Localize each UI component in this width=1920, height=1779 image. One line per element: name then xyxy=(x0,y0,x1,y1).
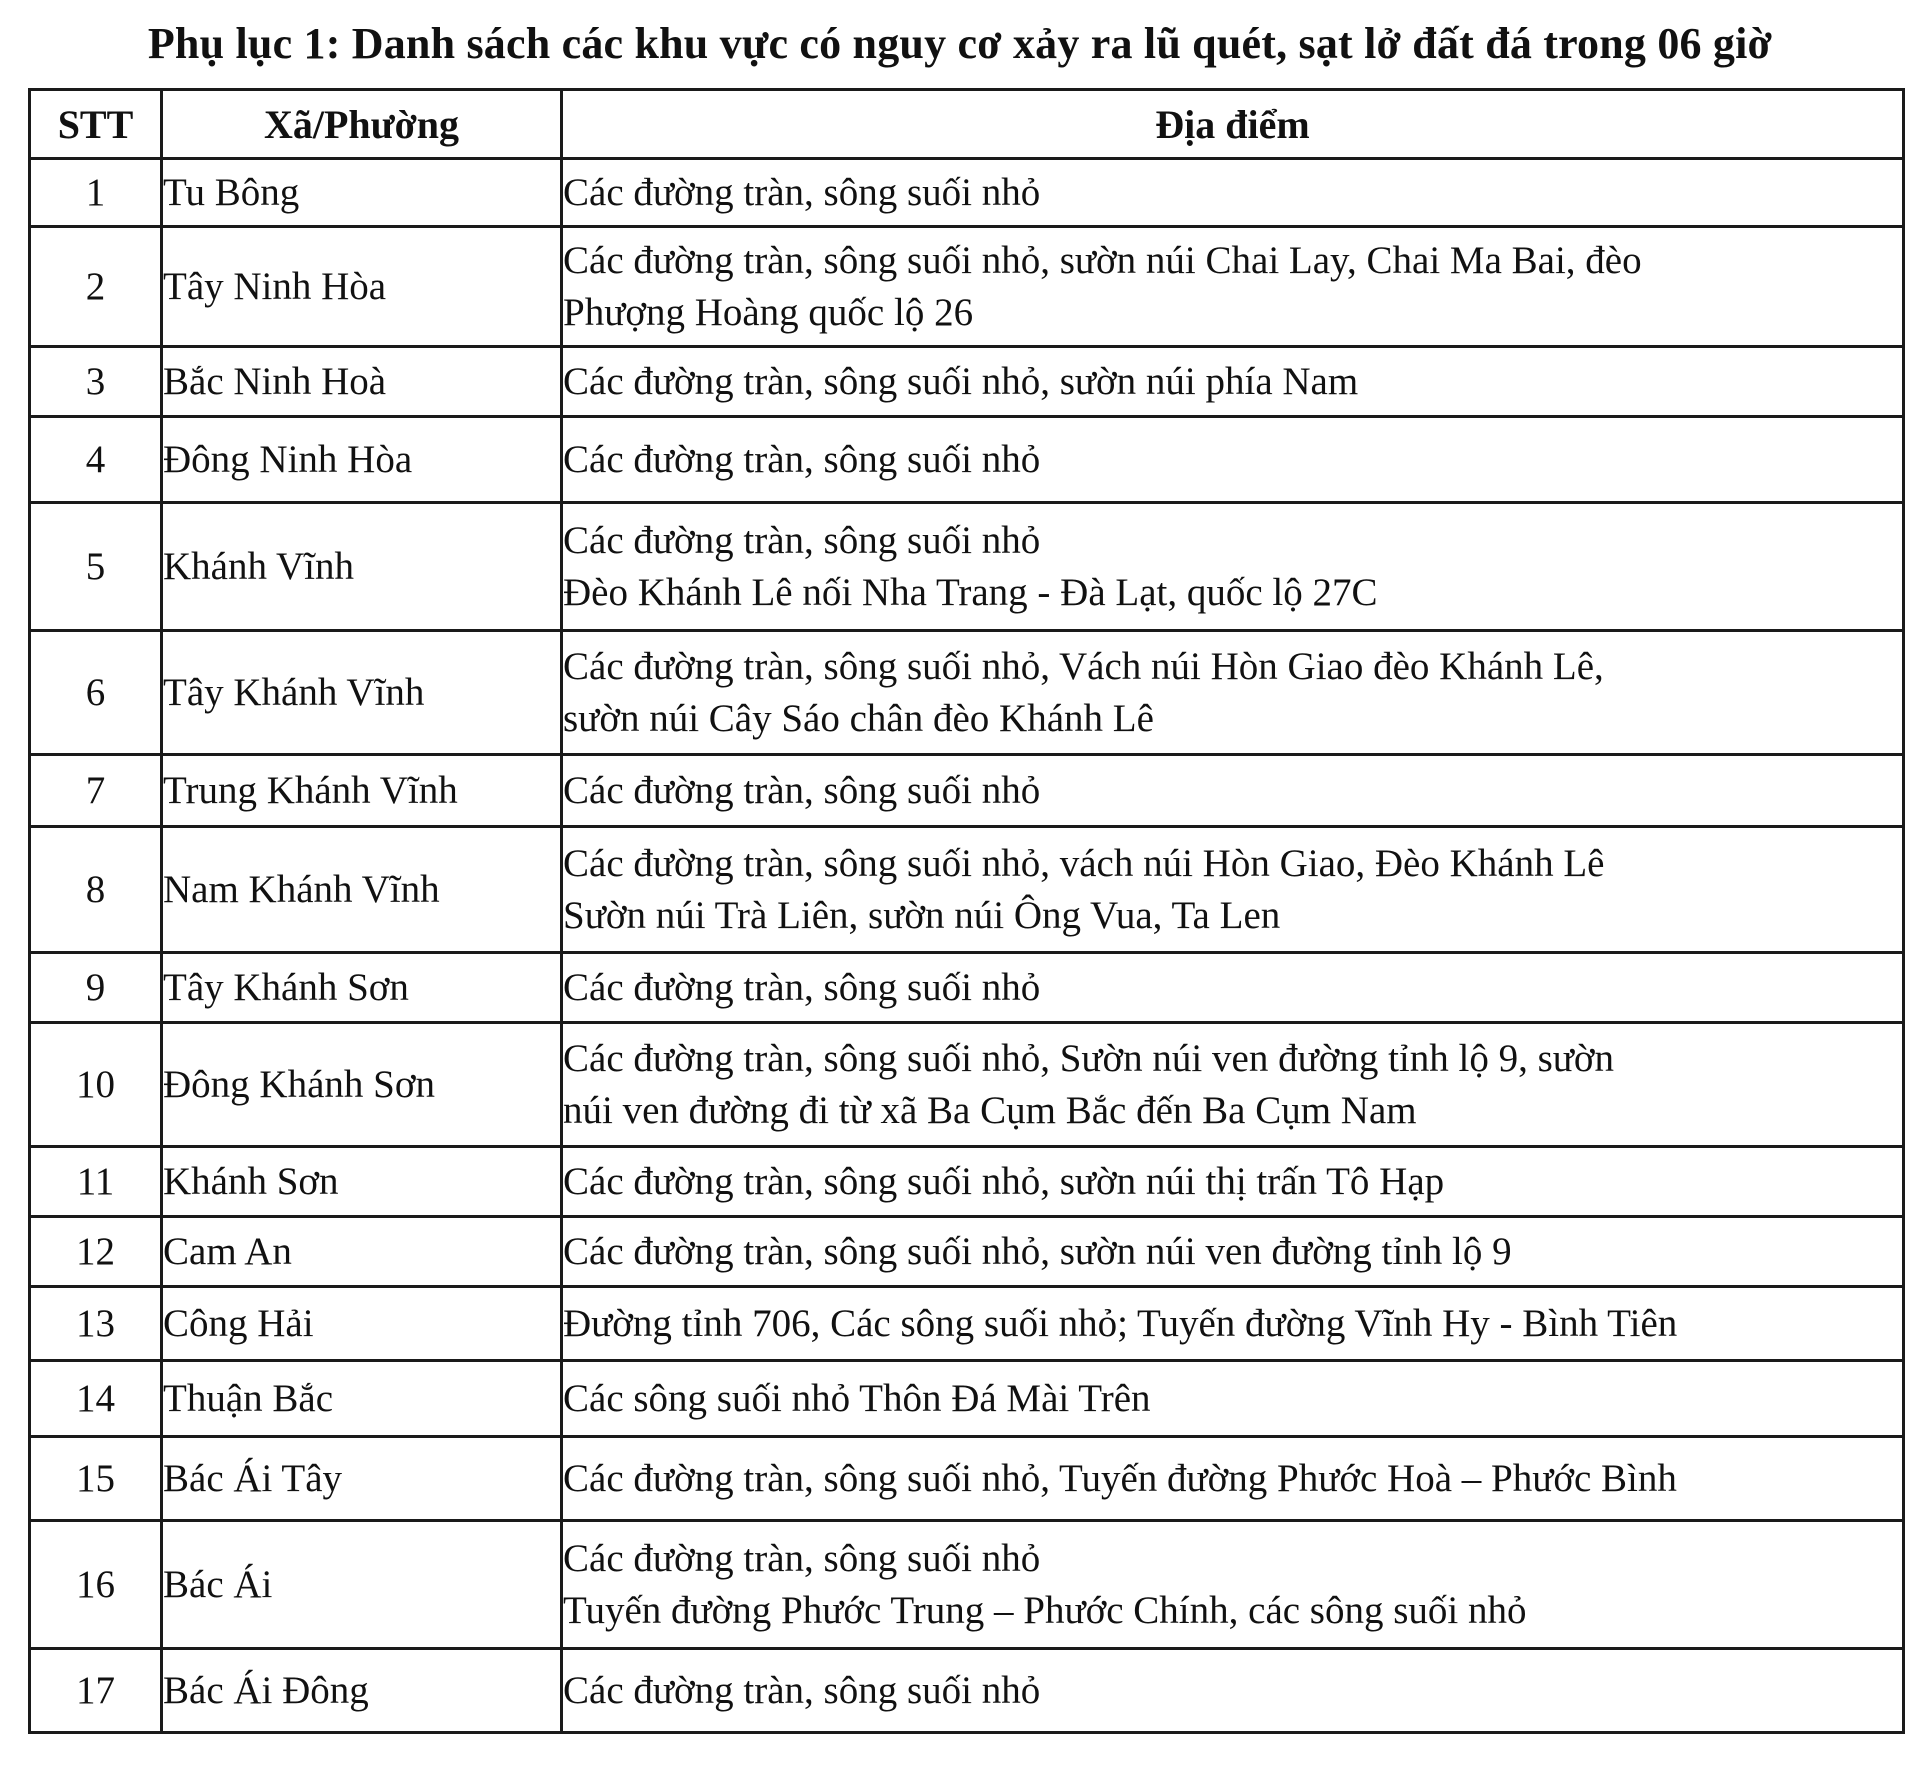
table-row xyxy=(30,1217,1904,1287)
row-location xyxy=(562,827,1904,953)
risk-areas-table xyxy=(28,88,1905,1734)
row-ward: Khánh Sơn xyxy=(162,1147,562,1217)
row-stt: 9 xyxy=(30,953,162,1023)
table-row xyxy=(30,755,1904,827)
table-row xyxy=(30,347,1904,417)
row-location xyxy=(562,1649,1904,1733)
header-stt: STT xyxy=(30,90,162,159)
row-location xyxy=(562,755,1904,827)
table-row xyxy=(30,159,1904,227)
row-ward: Trung Khánh Vĩnh xyxy=(162,755,562,827)
location-line: Các đường tràn, sông suối nhỏ, sườn núi ven đường tỉnh lộ 9 xyxy=(563,1229,1512,1273)
table-row xyxy=(30,1287,1904,1361)
row-ward: Tây Khánh Sơn xyxy=(162,953,562,1023)
row-stt: 1 xyxy=(30,159,162,227)
row-stt: 5 xyxy=(30,503,162,631)
row-location xyxy=(562,631,1904,755)
row-stt: 7 xyxy=(30,755,162,827)
row-location xyxy=(562,1287,1904,1361)
table-row xyxy=(30,503,1904,631)
row-stt: 12 xyxy=(30,1217,162,1287)
row-stt: 4 xyxy=(30,417,162,503)
row-location xyxy=(562,1361,1904,1437)
row-location xyxy=(562,1521,1904,1649)
location-line: Các đường tràn, sông suối nhỏ, sườn núi thị trấn Tô Hạp xyxy=(563,1159,1445,1203)
row-ward: Cam An xyxy=(162,1217,562,1287)
location-line: Các đường tràn, sông suối nhỏ xyxy=(563,768,1041,812)
location-line: Các đường tràn, sông suối nhỏ, sườn núi phía Nam xyxy=(563,359,1359,403)
row-stt: 14 xyxy=(30,1361,162,1437)
row-stt: 11 xyxy=(30,1147,162,1217)
row-ward: Bác Ái Đông xyxy=(162,1649,562,1733)
row-location xyxy=(562,953,1904,1023)
table-row xyxy=(30,1023,1904,1147)
location-line: Các đường tràn, sông suối nhỏ, sườn núi Chai Lay, Chai Ma Bai, đèo xyxy=(563,238,1642,282)
row-stt: 13 xyxy=(30,1287,162,1361)
location-line: Các đường tràn, sông suối nhỏ, Sườn núi ven đường tỉnh lộ 9, sườn xyxy=(563,1036,1615,1080)
location-line: Đường tỉnh 706, Các sông suối nhỏ; Tuyến đường Vĩnh Hy - Bình Tiên xyxy=(563,1301,1678,1345)
location-line: Đèo Khánh Lê nối Nha Trang - Đà Lạt, quốc lộ 27C xyxy=(563,570,1378,614)
row-stt: 17 xyxy=(30,1649,162,1733)
table-row xyxy=(30,827,1904,953)
location-line: Tuyến đường Phước Trung – Phước Chính, các sông suối nhỏ xyxy=(563,1588,1527,1632)
location-line: núi ven đường đi từ xã Ba Cụm Bắc đến Ba Cụm Nam xyxy=(563,1088,1417,1132)
row-stt: 8 xyxy=(30,827,162,953)
table-row xyxy=(30,1361,1904,1437)
row-location xyxy=(562,503,1904,631)
row-stt: 3 xyxy=(30,347,162,417)
row-location xyxy=(562,347,1904,417)
location-line: Các đường tràn, sông suối nhỏ xyxy=(563,518,1041,562)
table-row xyxy=(30,417,1904,503)
row-ward: Đông Ninh Hòa xyxy=(162,417,562,503)
page-title: Phụ lục 1: Danh sách các khu vực có nguy cơ xảy ra lũ quét, sạt lở đất đá trong 06 giờ xyxy=(147,19,1773,68)
row-location xyxy=(562,1147,1904,1217)
row-location xyxy=(562,227,1904,347)
row-location xyxy=(562,1437,1904,1521)
location-line: sườn núi Cây Sáo chân đèo Khánh Lê xyxy=(563,696,1154,740)
row-ward: Tu Bông xyxy=(162,159,562,227)
row-ward: Bác Ái Tây xyxy=(162,1437,562,1521)
location-line: Các đường tràn, sông suối nhỏ xyxy=(563,1536,1041,1580)
table-row xyxy=(30,1521,1904,1649)
row-ward: Nam Khánh Vĩnh xyxy=(162,827,562,953)
table-row xyxy=(30,227,1904,347)
row-ward: Công Hải xyxy=(162,1287,562,1361)
row-stt: 10 xyxy=(30,1023,162,1147)
location-line: Các đường tràn, sông suối nhỏ, Vách núi Hòn Giao đèo Khánh Lê, xyxy=(563,644,1604,688)
row-ward: Bác Ái xyxy=(162,1521,562,1649)
location-line: Sườn núi Trà Liên, sườn núi Ông Vua, Ta Len xyxy=(563,893,1281,937)
row-ward: Khánh Vĩnh xyxy=(162,503,562,631)
table-row xyxy=(30,1147,1904,1217)
table-body xyxy=(30,159,1904,1733)
table-row xyxy=(30,1437,1904,1521)
location-line: Phượng Hoàng quốc lộ 26 xyxy=(563,290,974,334)
row-ward: Thuận Bắc xyxy=(162,1361,562,1437)
table-row xyxy=(30,631,1904,755)
row-ward: Bắc Ninh Hoà xyxy=(162,347,562,417)
row-stt: 16 xyxy=(30,1521,162,1649)
location-line: Các đường tràn, sông suối nhỏ xyxy=(563,965,1041,1009)
location-line: Các đường tràn, sông suối nhỏ, vách núi Hòn Giao, Đèo Khánh Lê xyxy=(563,841,1605,885)
header-ward: Xã/Phường xyxy=(162,90,562,159)
row-ward: Đông Khánh Sơn xyxy=(162,1023,562,1147)
location-line: Các đường tràn, sông suối nhỏ, Tuyến đường Phước Hoà – Phước Bình xyxy=(563,1456,1677,1500)
row-stt: 6 xyxy=(30,631,162,755)
row-stt: 2 xyxy=(30,227,162,347)
location-line: Các đường tràn, sông suối nhỏ xyxy=(563,1668,1041,1712)
location-line: Các đường tràn, sông suối nhỏ xyxy=(563,170,1041,214)
table-row xyxy=(30,1649,1904,1733)
row-ward: Tây Khánh Vĩnh xyxy=(162,631,562,755)
row-location xyxy=(562,417,1904,503)
row-location xyxy=(562,1023,1904,1147)
row-location xyxy=(562,1217,1904,1287)
location-line: Các sông suối nhỏ Thôn Đá Mài Trên xyxy=(563,1376,1151,1420)
location-line: Các đường tràn, sông suối nhỏ xyxy=(563,437,1041,481)
row-stt: 15 xyxy=(30,1437,162,1521)
table-row xyxy=(30,953,1904,1023)
table-header-row xyxy=(30,90,1904,159)
row-ward: Tây Ninh Hòa xyxy=(162,227,562,347)
header-location: Địa điểm xyxy=(562,90,1904,159)
row-location xyxy=(562,159,1904,227)
